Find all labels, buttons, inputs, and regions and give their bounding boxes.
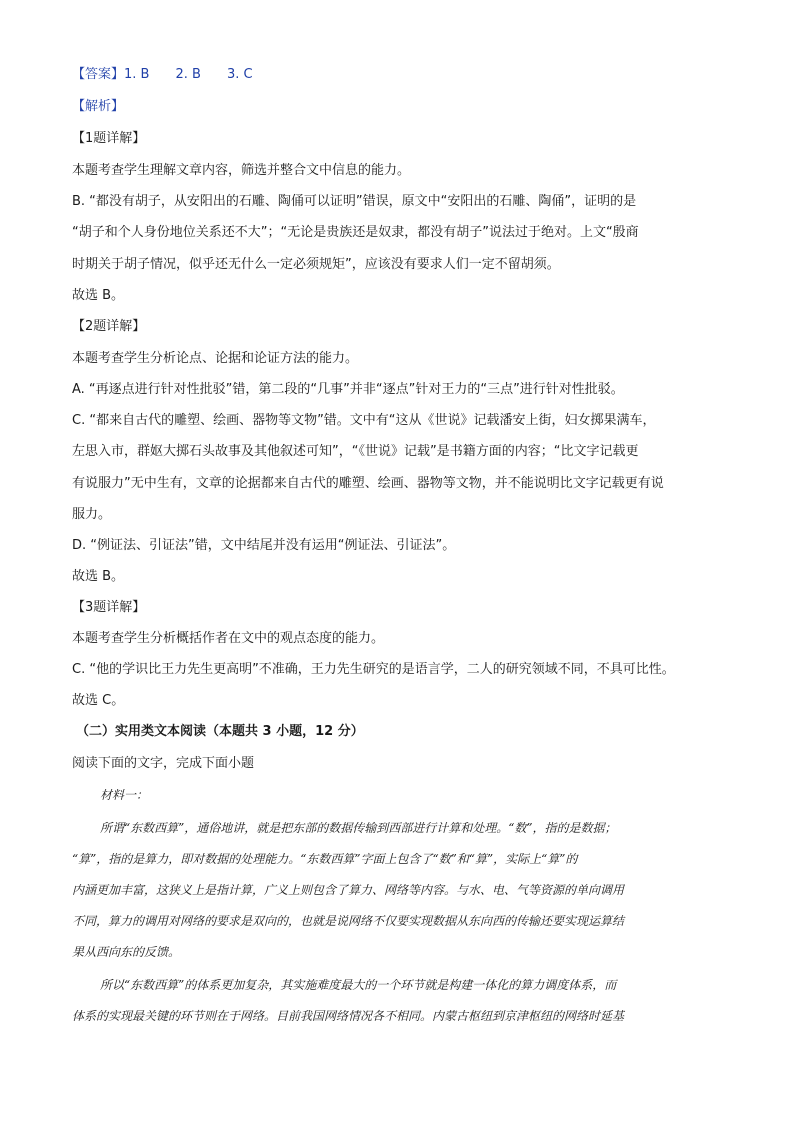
q1-line-3: “胡子和个人身份地位关系还不大”；“无论是贵族还是奴隶，都没有胡子”说法过于绝对。上文“殷商 bbox=[72, 225, 639, 240]
answer-3: 3. C bbox=[226, 67, 253, 82]
q3-line-1: 本题考查学生分析概括作者在文中的观点态度的能力。 bbox=[72, 631, 385, 646]
q2-line-3: C. “都来自古代的雕塑、绘画、器物等文物”错。文中有“这从《世说》记载潘安上街，妇女掷果满车， bbox=[72, 413, 656, 428]
material-line-7: 体系的实现最关键的环节则在于网络。目前我国网络情况各不相同。内蒙古枢纽到京津枢纽的网络时延基 bbox=[72, 1009, 625, 1023]
section-instruction: 阅读下面的文字，完成下面小题 bbox=[72, 756, 255, 771]
q2-line-8: 故选 B。 bbox=[72, 569, 125, 584]
answer-line bbox=[72, 66, 253, 84]
q3-line-3: 故选 C。 bbox=[72, 693, 125, 708]
q2-line-4: 左思入市，群妪大掷石头故事及其他叙述可知”，“《世说》记载”是书籍方面的内容；“比文字记载更 bbox=[72, 444, 639, 459]
section-title: （二）实用类文本阅读（本题共 3 小题，12 分） bbox=[76, 724, 364, 739]
answer-label: 【答案】 bbox=[72, 67, 125, 82]
material-line-5: 果从西向东的反馈。 bbox=[72, 945, 181, 959]
material-line-4: 不同，算力的调用对网络的要求是双向的，也就是说网络不仅要实现数据从东向西的传输还要实现运算结 bbox=[72, 914, 625, 928]
q2-line-7: D. “例证法、引证法”错，文中结尾并没有运用“例证法、引证法”。 bbox=[72, 538, 456, 553]
material-line-1: 所谓“东数西算”，通俗地讲，就是把东部的数据传输到西部进行计算和处理。“数”，指的是数据； bbox=[100, 821, 617, 835]
q1-line-2: B. “都没有胡子，从安阳出的石雕、陶俑可以证明”错误，原文中“安阳出的石雕、陶俑”，证明的是 bbox=[72, 194, 637, 209]
q1-line-4: 时期关于胡子情况，似乎还无什么一定必须规矩”，应该没有要求人们一定不留胡须。 bbox=[72, 257, 560, 272]
material-label: 材料一： bbox=[100, 788, 149, 802]
material-line-3: 内涵更加丰富，这狭义上是指计算，广义上则包含了算力、网络等内容。与水、电、气等资源的单向调用 bbox=[72, 883, 625, 897]
q1-line-5: 故选 B。 bbox=[72, 288, 125, 303]
material-line-6: 所以“东数西算”的体系更加复杂，其实施难度最大的一个环节就是构建一体化的算力调度体系，而 bbox=[100, 978, 617, 992]
q2-line-1: 本题考查学生分析论点、论据和论证方法的能力。 bbox=[72, 351, 359, 366]
answer-2: 2. B bbox=[175, 67, 201, 82]
q2-header: 【2题详解】 bbox=[72, 319, 146, 334]
q2-line-2: A. “再逐点进行针对性批驳”错，第二段的“几事”并非“逐点”针对王力的“三点”进行针对性批驳。 bbox=[72, 382, 624, 397]
q2-line-5: 有说服力”无中生有，文章的论据都来自古代的雕塑、绘画、器物等文物，并不能说明比文字记载更有说 bbox=[72, 476, 664, 491]
q3-line-2: C. “他的学识比王力先生更高明”不准确，王力先生研究的是语言学，二人的研究领域不同，不具可比性。 bbox=[72, 662, 675, 677]
material-line-2: “算”，指的是算力，即对数据的处理能力。“东数西算”字面上包含了“数”和“算”，实际上“算”的 bbox=[72, 852, 578, 866]
q1-line-1: 本题考查学生理解文章内容，筛选并整合文中信息的能力。 bbox=[72, 163, 411, 178]
analysis-label: 【解析】 bbox=[72, 99, 125, 114]
q2-line-6: 服力。 bbox=[72, 507, 112, 522]
q3-header: 【3题详解】 bbox=[72, 600, 146, 615]
answer-1: 1. B bbox=[124, 67, 150, 82]
q1-header: 【1题详解】 bbox=[72, 131, 146, 146]
